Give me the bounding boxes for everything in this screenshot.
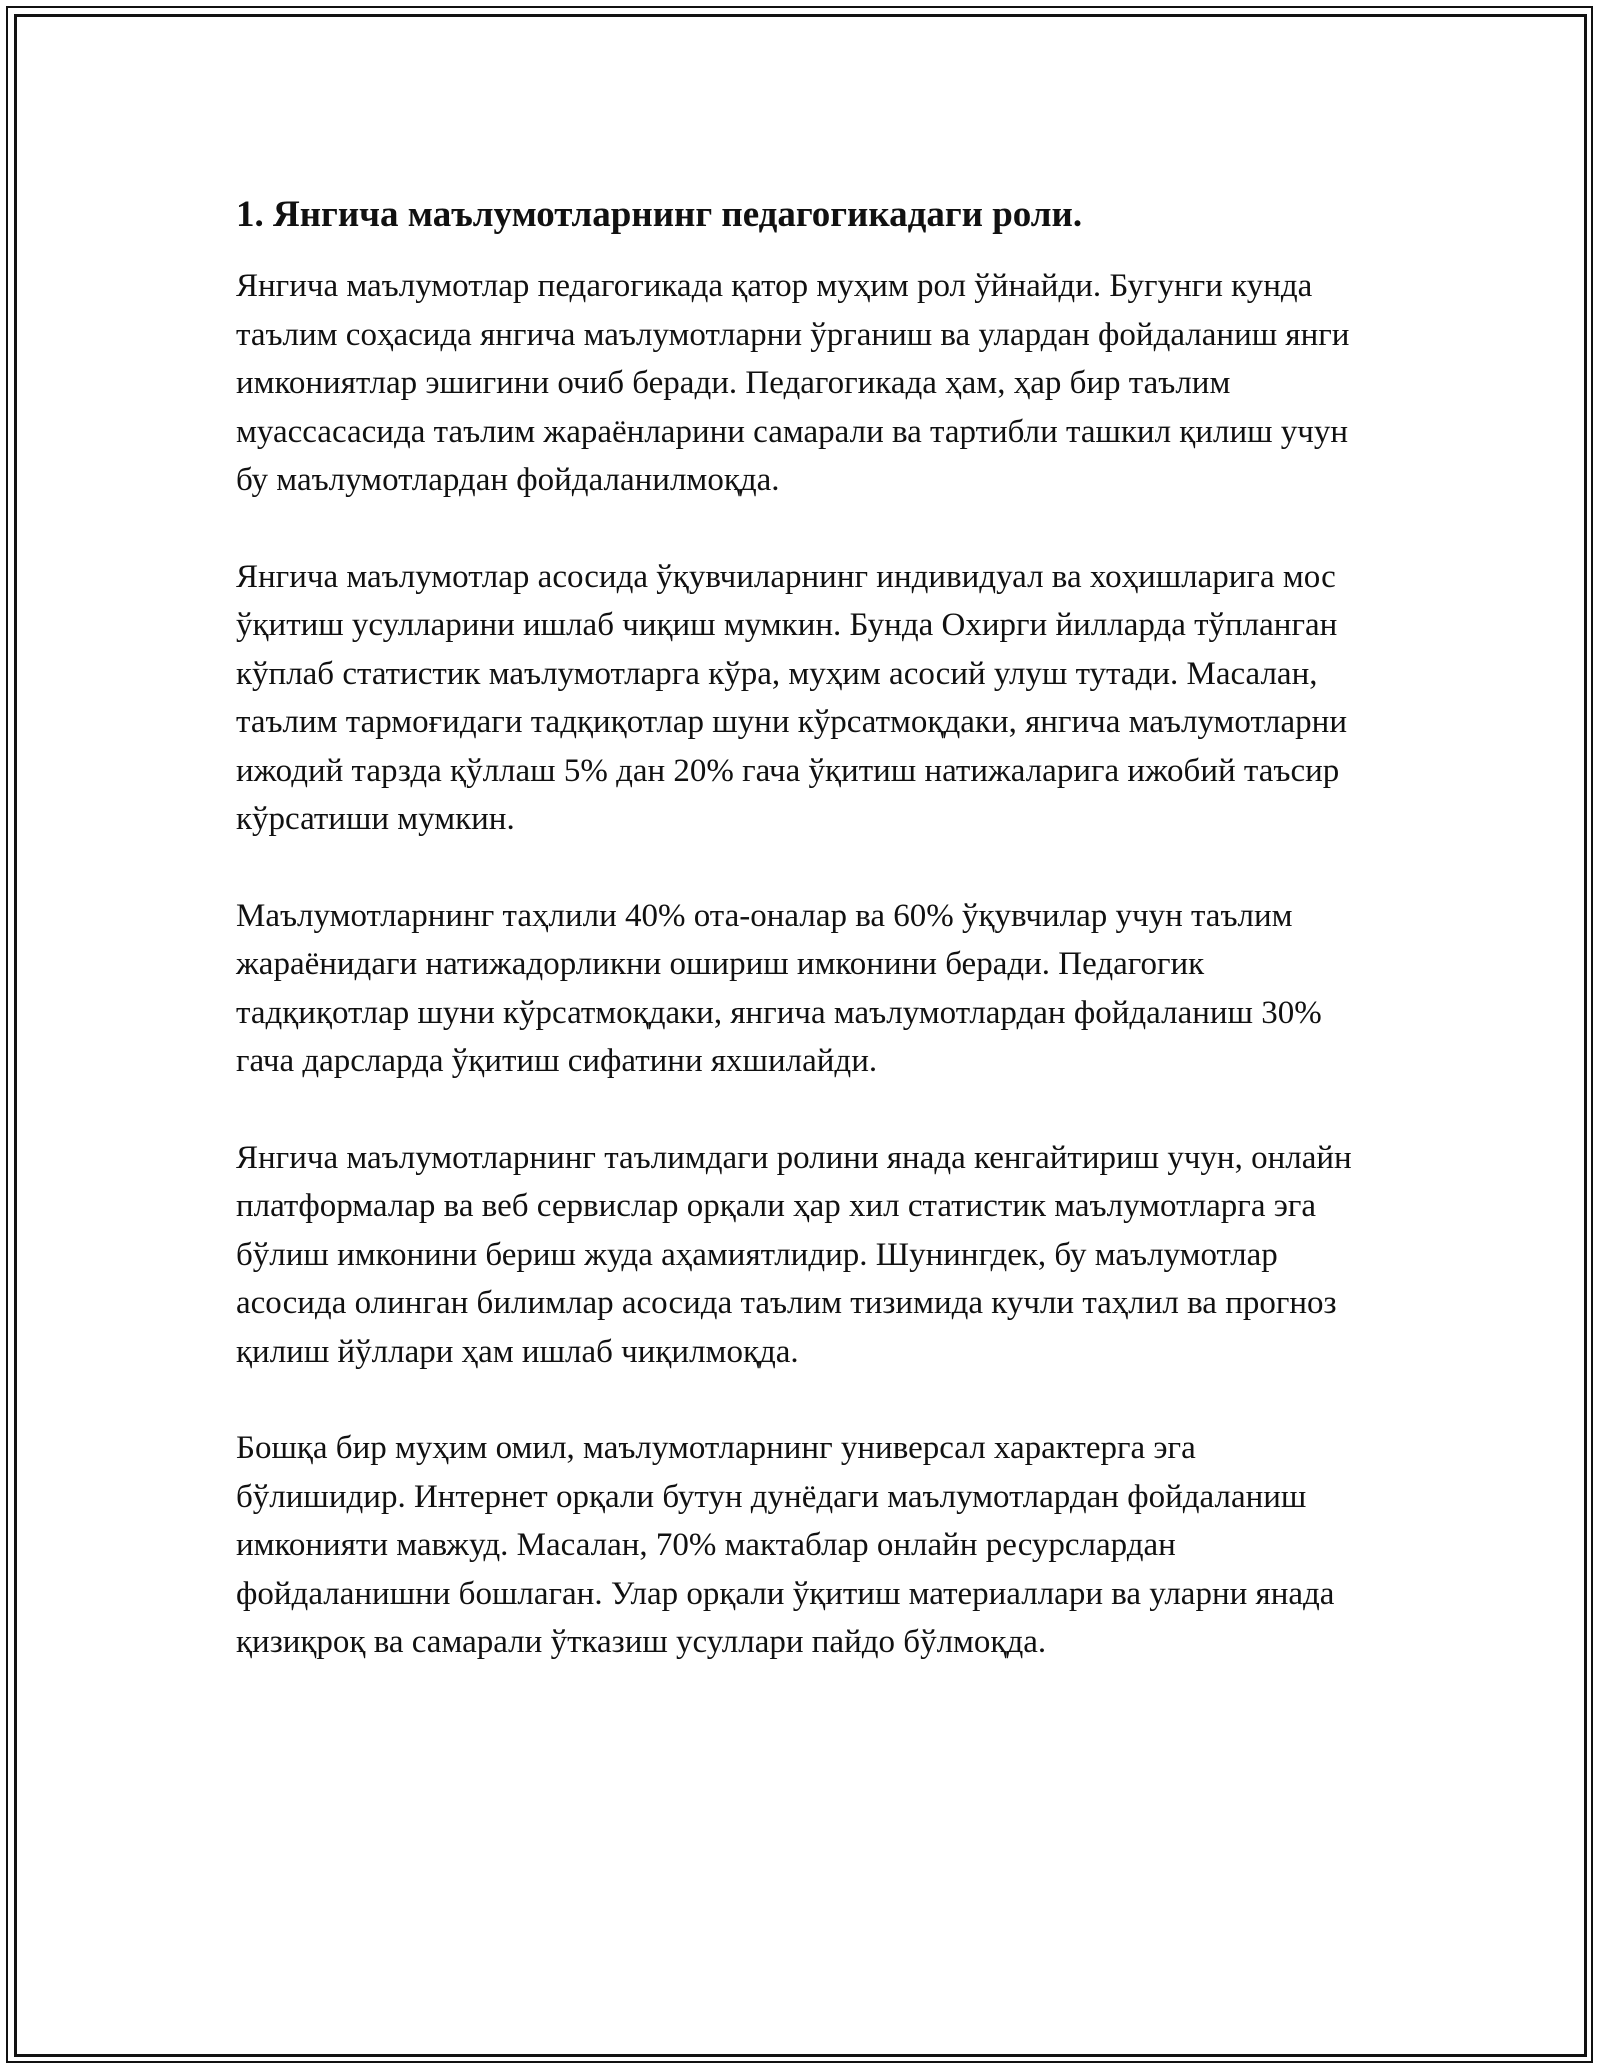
paragraph-5: Бошқа бир муҳим омил, маълумотларнинг универсал характерга эга бўлишидир. Интернет орқали бутун дунёдаги маълумотлардан фойдаланиш имконияти мавжуд. Масалан, 70% мактаблар онлайн ресурслардан фойдаланишни бошлаган. Улар орқали ўқитиш материаллари ва уларни янада қизиқроқ ва самарали ўтказиш усуллари пайдо бўлмоқда. bbox=[236, 1430, 1335, 1660]
section-heading: 1. Янгича маълумотларнинг педагогикадаги роли. bbox=[236, 194, 1083, 235]
paragraph-1: Янгича маълумотлар педагогикада қатор муҳим рол ўйнайди. Бугунги кунда таълим соҳасида янгича маълумотларни ўрганиш ва улардан фойдаланиш янги имкониятлар эшигини очиб беради. Педагогикада ҳам, ҳар бир таълим муассасасида таълим жараёнларини самарали ва тартибли ташкил қилиш учун бу маълумотлардан фойдаланилмоқда. bbox=[236, 268, 1350, 498]
paragraph-3: Маълумотларнинг таҳлили 40% ота-оналар ва 60% ўқувчилар учун таълим жараёнидаги натижадорликни ошириш имконини беради. Педагогик тадқиқотлар шуни кўрсатмоқдаки, янгича маълумотлардан фойдаланиш 30% гача дарсларда ўқитиш сифатини яхшилайди. bbox=[236, 897, 1322, 1079]
paragraph-2: Янгича маълумотлар асосида ўқувчиларнинг индивидуал ва хоҳишларига мос ўқитиш усулларини ишлаб чиқиш мумкин. Бунда Охирги йилларда тўпланган кўплаб статистик маълумотларга кўра, муҳим асосий улуш тутади. Масалан, таълим тармоғидаги тадқиқотлар шуни кўрсатмоқдаки, янгича маълумотларни ижодий тарзда қўллаш 5% дан 20% гача ўқитиш натижаларига ижобий таъсир кўрсатиши мумкин. bbox=[236, 558, 1347, 837]
document-body bbox=[236, 190, 1366, 1715]
paragraph-4: Янгича маълумотларнинг таълимдаги ролини янада кенгайтириш учун, онлайн платформалар ва веб сервислар орқали ҳар хил статистик маълумотларга эга бўлиш имконини бериш жуда аҳамиятлидир. Шунингдек, бу маълумотлар асосида олинган билимлар асосида таълим тизимида кучли таҳлил ва прогноз қилиш йўллари ҳам ишлаб чиқилмоқда. bbox=[236, 1139, 1352, 1370]
